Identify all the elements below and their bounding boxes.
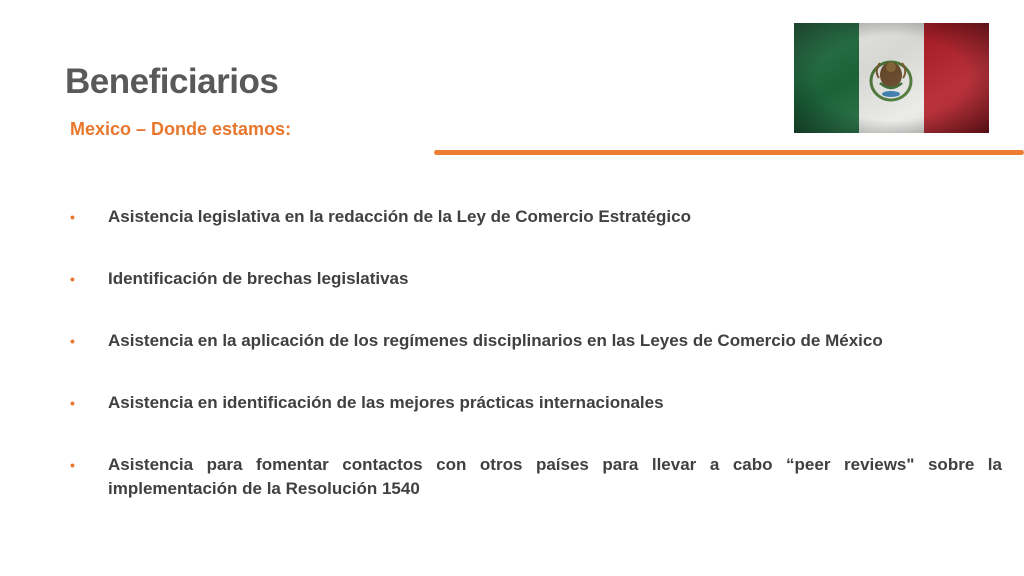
accent-divider: [434, 150, 1024, 155]
mexico-flag-image: [794, 23, 989, 133]
bullet-text: Asistencia en la aplicación de los regímenes disciplinarios en las Leyes de Comercio de México: [108, 331, 883, 350]
bullet-dot: •: [70, 457, 75, 473]
bullet-dot: •: [70, 271, 75, 287]
bullet-dot: •: [70, 395, 75, 411]
bullet-text: Asistencia para fomentar contactos con otros países para llevar a cabo “peer reviews" sobre la implementación de la Resolución 1540: [108, 455, 1002, 498]
slide-subtitle: Mexico – Donde estamos:: [70, 119, 292, 139]
bullet-text: Asistencia en identificación de las mejores prácticas internacionales: [108, 393, 664, 412]
list-item: [70, 267, 1002, 291]
list-item: [70, 453, 1002, 501]
bullet-text: Asistencia legislativa en la redacción de la Ley de Comercio Estratégico: [108, 207, 691, 226]
bullet-dot: •: [70, 209, 75, 225]
list-item: [70, 391, 1002, 415]
bullet-text: Identificación de brechas legislativas: [108, 269, 409, 288]
bullet-dot: •: [70, 333, 75, 349]
slide-title: Beneficiarios: [65, 62, 279, 101]
list-item: [70, 205, 1002, 229]
list-item: [70, 329, 1002, 353]
